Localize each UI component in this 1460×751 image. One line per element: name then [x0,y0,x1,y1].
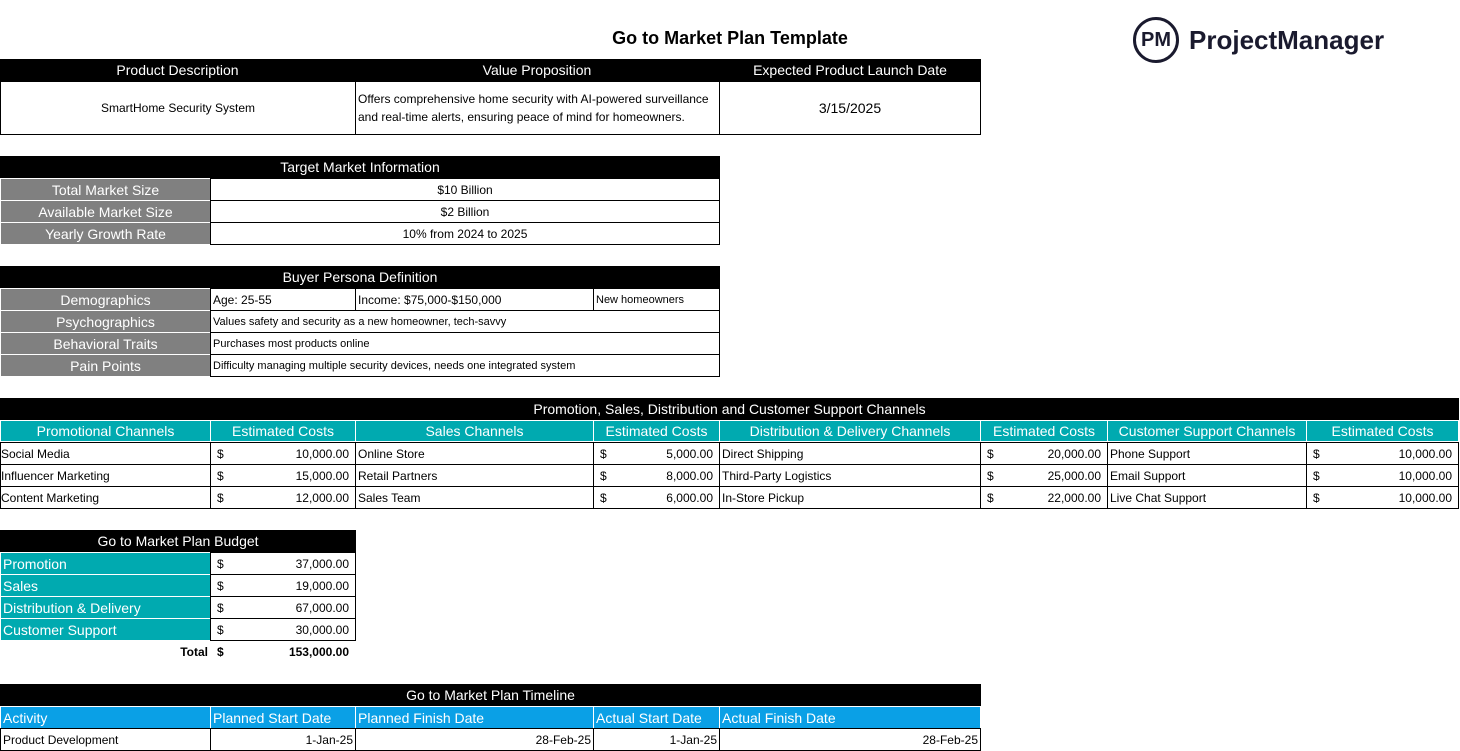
promotional-costs-header: Estimated Costs [210,420,356,442]
budget-promotion-label: Promotion [0,552,211,575]
timeline-actual-start-header: Actual Start Date [593,706,720,729]
channel-row-1-promo-cost: $ 15,000.00 [210,464,356,487]
channel-row-0-promo: Social Media [0,442,211,465]
behavioral-traits-label: Behavioral Traits [0,332,211,355]
channel-row-1-sales: Retail Partners [355,464,594,487]
launch-date-value: 3/15/2025 [719,81,981,135]
timeline-row-0-actual-start: 1-Jan-25 [593,728,720,751]
sales-channels-header: Sales Channels [355,420,594,442]
channel-row-2-sales: Sales Team [355,486,594,509]
channel-row-0-support: Phone Support [1107,442,1307,465]
product-description-header: Product Description [0,59,355,81]
channel-row-2-sales-cost: $ 6,000.00 [593,486,720,509]
support-channels-header: Customer Support Channels [1107,420,1307,442]
support-costs-header: Estimated Costs [1306,420,1459,442]
sales-costs-header: Estimated Costs [593,420,720,442]
budget-support-value: $ 30,000.00 [210,618,356,641]
channel-row-2-promo: Content Marketing [0,486,211,509]
buyer-persona-header: Buyer Persona Definition [0,266,720,288]
channel-row-2-dist-cost: $ 22,000.00 [980,486,1108,509]
brand-logo [1133,15,1433,65]
budget-distribution-value: $ 67,000.00 [210,596,356,619]
channel-row-0-dist: Direct Shipping [719,442,981,465]
value-proposition-header: Value Proposition [355,59,719,81]
demographics-segment: New homeowners [593,288,720,311]
behavioral-traits-value: Purchases most products online [210,332,720,355]
total-market-size-label: Total Market Size [0,178,211,201]
budget-total-value: $ 153,000.00 [217,645,349,659]
channel-row-1-sales-cost: $ 8,000.00 [593,464,720,487]
channel-row-1-support: Email Support [1107,464,1307,487]
distribution-channels-header: Distribution & Delivery Channels [719,420,981,442]
channel-row-1-support-cost: $ 10,000.00 [1306,464,1459,487]
timeline-header: Go to Market Plan Timeline [0,684,981,706]
budget-support-label: Customer Support [0,618,211,641]
demographics-label: Demographics [0,288,211,311]
product-description-value: SmartHome Security System [0,81,356,135]
channel-row-0-promo-cost: $ 10,000.00 [210,442,356,465]
timeline-planned-finish-header: Planned Finish Date [355,706,594,729]
channel-row-1-dist-cost: $ 25,000.00 [980,464,1108,487]
channel-row-0-sales: Online Store [355,442,594,465]
psychographics-label: Psychographics [0,310,211,333]
pain-points-value: Difficulty managing multiple security devices, needs one integrated system [210,354,720,377]
brand-name: ProjectManager [1189,24,1385,55]
value-proposition-value: Offers comprehensive home security with AI-powered surveillance and real-time alerts, ensuring peace of mind for homeowners. [355,81,720,135]
budget-total-label: Total [180,645,208,659]
channels-header: Promotion, Sales, Distribution and Customer Support Channels [0,398,1459,420]
launch-date-header: Expected Product Launch Date [719,59,981,81]
pain-points-label: Pain Points [0,354,211,377]
timeline-row-0-planned-start: 1-Jan-25 [210,728,356,751]
demographics-income: Income: $75,000-$150,000 [355,288,594,311]
pm-logo-icon: PM [1133,17,1179,63]
target-market-header: Target Market Information [0,156,720,178]
budget-distribution-label: Distribution & Delivery [0,596,211,619]
channel-row-0-sales-cost: $ 5,000.00 [593,442,720,465]
channel-row-2-dist: In-Store Pickup [719,486,981,509]
promotional-channels-header: Promotional Channels [0,420,211,442]
channel-row-2-support-cost: $ 10,000.00 [1306,486,1459,509]
timeline-planned-start-header: Planned Start Date [210,706,356,729]
total-market-size-value: $10 Billion [210,178,720,201]
demographics-age: Age: 25-55 [210,288,356,311]
timeline-row-0-planned-finish: 28-Feb-25 [355,728,594,751]
available-market-size-label: Available Market Size [0,200,211,223]
channel-row-0-dist-cost: $ 20,000.00 [980,442,1108,465]
channel-row-1-dist: Third-Party Logistics [719,464,981,487]
available-market-size-value: $2 Billion [210,200,720,223]
timeline-activity-header: Activity [0,706,211,729]
channel-row-2-support: Live Chat Support [1107,486,1307,509]
budget-promotion-value: $ 37,000.00 [210,552,356,575]
growth-rate-value: 10% from 2024 to 2025 [210,222,720,245]
growth-rate-label: Yearly Growth Rate [0,222,211,245]
timeline-row-0-actual-finish: 28-Feb-25 [719,728,981,751]
page-title: Go to Market Plan Template [612,28,848,48]
channel-row-2-promo-cost: $ 12,000.00 [210,486,356,509]
psychographics-value: Values safety and security as a new homeowner, tech-savvy [210,310,720,333]
budget-sales-label: Sales [0,574,211,597]
channel-row-1-promo: Influencer Marketing [0,464,211,487]
timeline-actual-finish-header: Actual Finish Date [719,706,981,729]
distribution-costs-header: Estimated Costs [980,420,1108,442]
timeline-row-0-activity: Product Development [0,728,211,751]
budget-sales-value: $ 19,000.00 [210,574,356,597]
channel-row-0-support-cost: $ 10,000.00 [1306,442,1459,465]
budget-header: Go to Market Plan Budget [0,530,356,552]
